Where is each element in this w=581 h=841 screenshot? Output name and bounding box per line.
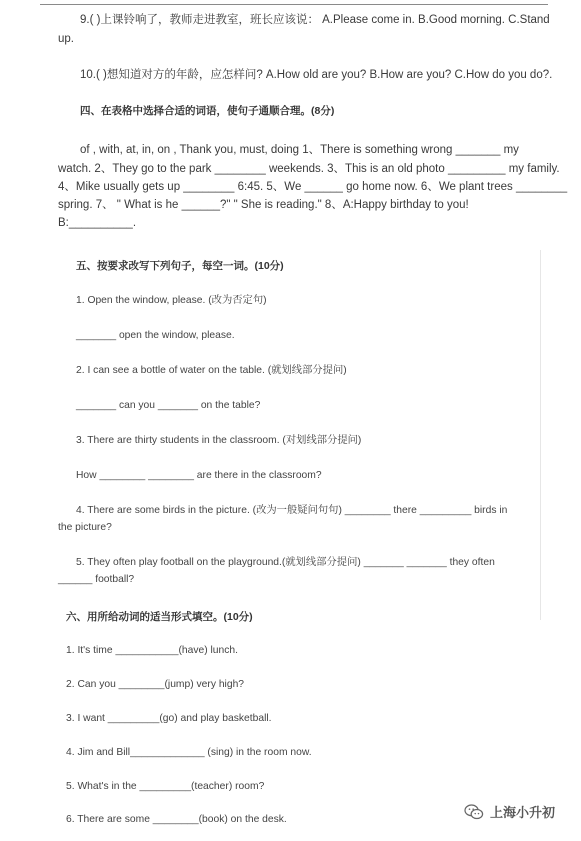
s6-line-5: 5. What's in the _________(teacher) room?: [66, 781, 265, 792]
s4-line-4: spring. 7、 " What is he ______?" " She is reading." 8、A:Happy birthday to you!: [58, 199, 469, 211]
q9-line-2: up.: [58, 33, 74, 45]
s4-line-1: of , with, at, in, on , Thank you, must, doing 1、There is something wrong _______ my: [80, 144, 519, 156]
q9-line-1: 9.( )上课铃响了，教师走进教室，班长应该说： A.Please come in. B.Good morning. C.Stand: [80, 14, 550, 26]
q10-text: 10.( )想知道对方的年龄，应怎样问? A.How old are you? B.How are you? C.How do you do?.: [80, 69, 553, 81]
s4-line-5: B:__________.: [58, 217, 137, 229]
s6-line-4: 4. Jim and Bill_____________ (sing) in the room now.: [66, 747, 312, 758]
watermark: [464, 802, 555, 821]
s4-line-2: watch. 2、They go to the park ________ weekends. 3、This is an old photo _________ my family.: [58, 163, 560, 175]
s5-line-4: _______ can you _______ on the table?: [76, 400, 261, 411]
watermark-text: 上海小升初: [490, 806, 556, 821]
top-rule: [40, 4, 548, 5]
section-6-heading: 六、用所给动词的适当形式填空。(10分): [66, 611, 253, 623]
s5-line-3: 2. I can see a bottle of water on the table. (就划线部分提问): [76, 365, 347, 376]
s4-line-3: 4、Mike usually gets up ________ 6:45. 5、We ______ go home now. 6、We plant trees ________: [58, 181, 568, 193]
wechat-icon: [464, 803, 484, 821]
section-5-heading: 五、按要求改写下列句子，每空一词。(10分): [76, 260, 284, 272]
s5-line-5: 3. There are thirty students in the classroom. (对划线部分提问): [76, 435, 362, 446]
s6-line-2: 2. Can you ________(jump) very high?: [66, 679, 245, 690]
s6-line-3: 3. I want _________(go) and play basketball.: [66, 713, 272, 724]
s5-line-6: How ________ ________ are there in the classroom?: [76, 470, 322, 481]
s5-line-8: the picture?: [58, 522, 112, 533]
scan-edge-line: [540, 250, 541, 620]
s5-line-1: 1. Open the window, please. (改为否定句): [76, 295, 267, 306]
s5-line-7: 4. There are some birds in the picture. (改为一般疑问句句) ________ there _________ birds in: [76, 505, 508, 516]
s5-line-2: _______ open the window, please.: [76, 330, 235, 341]
s5-line-10: ______ football?: [58, 574, 135, 585]
s5-line-9: 5. They often play football on the playground.(就划线部分提问) _______ _______ they often: [76, 557, 495, 568]
section-4-heading: 四、在表格中选择合适的词语，使句子通顺合理。(8分): [80, 105, 335, 117]
s6-line-1: 1. It's time ___________(have) lunch.: [66, 645, 238, 656]
s6-line-6: 6. There are some ________(book) on the desk.: [66, 814, 287, 825]
